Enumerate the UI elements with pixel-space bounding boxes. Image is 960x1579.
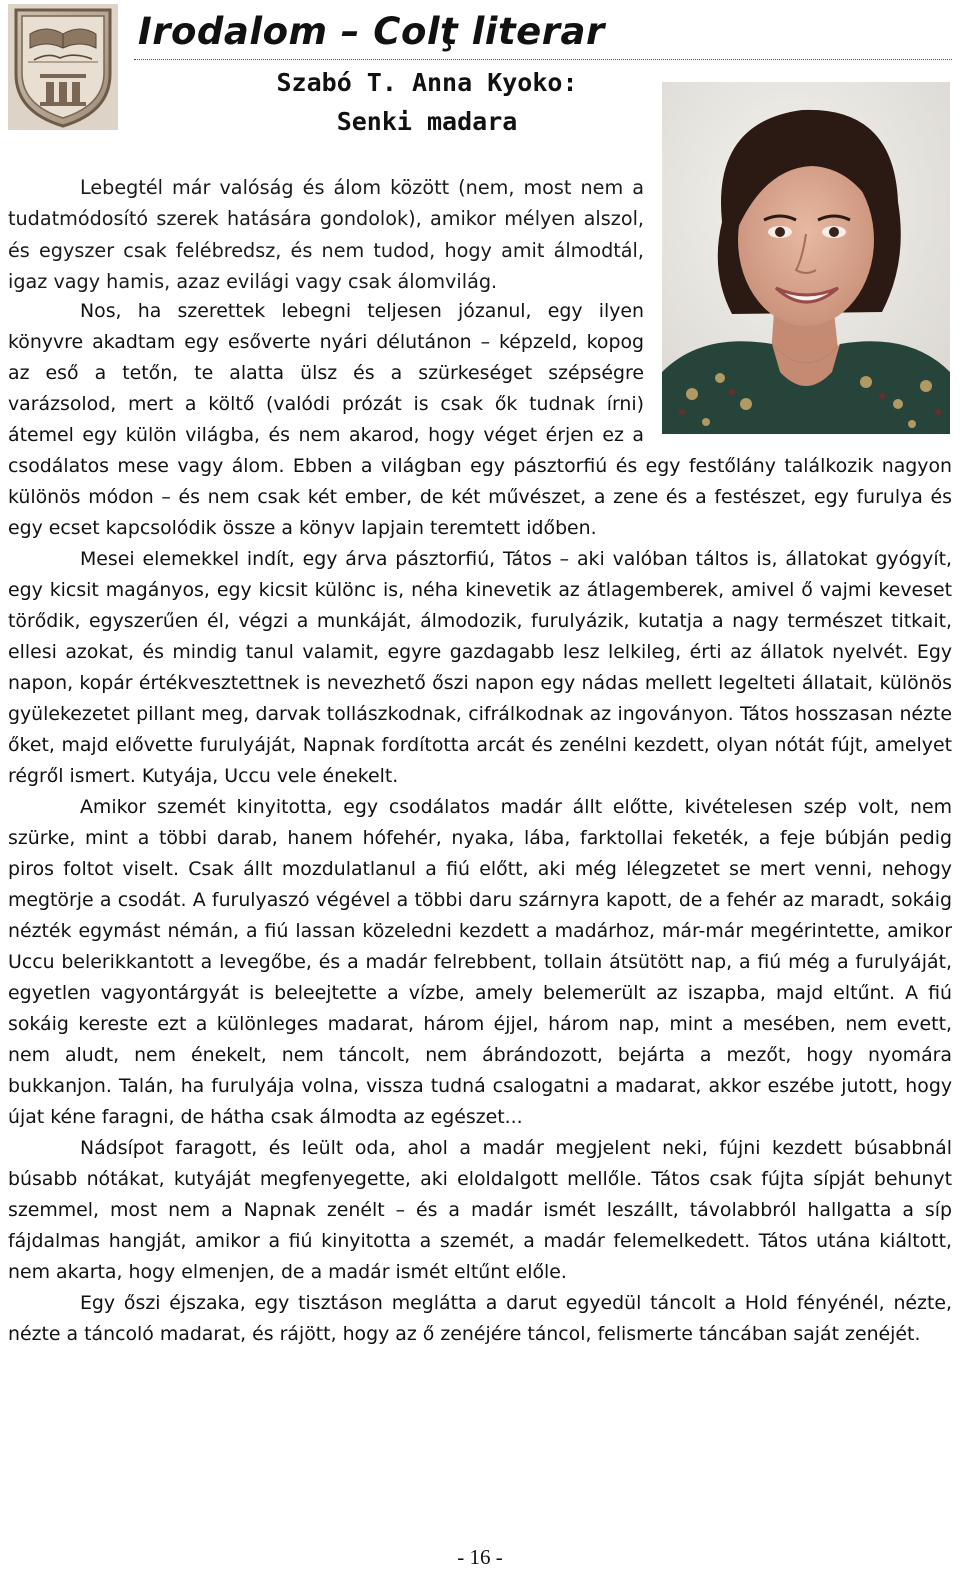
article-author: Szabó T. Anna Kyoko: — [276, 68, 578, 97]
body-paragraph: Egy őszi éjszaka, egy tisztáson meglátta a darut egyedül táncolt a Hold fényénél, nézte, nézte a táncoló madarat, és rájött, hogy az ő zenéjére táncol, felismerte táncában saját zenéjét. — [8, 1292, 952, 1345]
portrait-wrap-spacer — [644, 296, 952, 430]
body-paragraph: Nádsípot faragott, és leült oda, ahol a madár megjelent neki, fújni kezdett búsabbnál búsabb nótákat, kutyáját megfenyegette, aki eloldalgott mellőle. Tátos csak fújta sípját behunyt szemmel, most nem a Napnak zenélt – és a madár ismét leszállt, távolabbról hallgatta a síp fájdalmas hangját, amikor a fiú kinyitotta a szemét, a madár felemelkedett. Tátos utána kiáltott, nem akarta, hogy elmenjen, de a madár ismét eltűnt előle. — [8, 1137, 952, 1283]
intro-paragraph: Lebegtél már valóság és álom között (nem, most nem a tudatmódosító szerek hatására gondolok), amikor mélyen alszol, és egyszer csak felébredsz, és nem tudod, hogy amit álmodtál, igaz vagy hamis, azaz evilági vagy csak álomvilág. — [8, 176, 644, 293]
body-paragraph: Mesei elemekkel indít, egy árva pásztorfiú, Tátos – aki valóban táltos is, állatokat gyógyít, egy kicsit magányos, egy kicsit különc is, néha kinevetik az átlagemberek, amivel ő vajmi keveset törődik, egyszerűen él, végzi a munkáját, álmodozik, furulyázik, kutatja a nagy természet titkait, ellesi azokat, és mindig tanul valamit, egyre gazdagabb lesz lelkileg, érti az állatok nyelvét. Egy napon, kopár értékvesztettnek is nevezhető őszi napon egy nádas mellett legelteti állatait, különös gyülekezetet pillant meg, darvak tollászkodnak, cifrálkodnak az ingoványon. Tátos hosszasan nézte őket, majd elővette furulyáját, Napnak fordította arcát és zenélni kezdett, olyan nótát fújt, amelyet régről ismert. Kutyája, Uccu vele énekelt. — [8, 548, 952, 787]
header-dotted-rule — [134, 59, 952, 60]
body-paragraph: Nos, ha szerettek lebegni teljesen józanul, egy ilyen könyvre akadtam egy esőverte nyári délutánon – képzeld, kopog az eső a tetőn, te alatta ülsz és a szürkeséget szépségre varázsolod, mert a költő (valódi prózát is csak ők tudnak írni) átemel egy külön világba, és nem akarod, hogy véget érjen ez a csodálatos mese vagy álom. Ebben a világban egy pásztorfiú és egy festőlány találkozik nagyon különös módon – és nem csak két ember, de két művészet, a zene és a festészet, egy furulya és egy ecset kapcsolódik össze a könyv lapjain teremtett időben. — [8, 300, 952, 539]
article-title: Senki madara — [336, 107, 518, 136]
page-header-title: Irodalom – Colţ literar — [138, 10, 605, 53]
page-number: - 16 - — [457, 1545, 503, 1569]
article-body — [8, 296, 952, 1350]
book-seal-icon — [8, 4, 118, 130]
body-paragraph: Amikor szemét kinyitotta, egy csodálatos madár állt előtte, kivételesen szép volt, nem szürke, mint a többi darab, hanem hófehér, nyaka, lába, farktollai feketék, a feje búbján pedig piros foltot viselt. Csak állt mozdulatlanul a fiú előtt, aki még lélegzetet se mert venni, nehogy megtörje a csodát. A furulyaszó végével a többi daru szárnyra kapott, de a fehér az maradt, sokáig nézték egymást némán, a fiú lassan közeledni kezdett a madárhoz, már-már megérintette, amikor Uccu belerikkantott a levegőbe, és a madár felrebbent, tollain átsütött nap, a fiú még a furulyáját, egyetlen vagyontárgyát is beleejtette a vízbe, amely belemerült az iszapba, majd eltűnt. A fiú sokáig kereste ezt a különleges madarat, három éjjel, három nap, mint a mesében, nem evett, nem aludt, nem énekelt, nem táncolt, nem ábrándozott, bejárta a mezőt, hogy nyomára bukkanjon. Talán, ha furulyája volna, vissza tudná csalogatni a madarat, akkor eszébe jutott, hogy újat kéne faragni, de hátha csak álmodta az egészet... — [8, 796, 952, 1128]
logo — [8, 4, 118, 130]
